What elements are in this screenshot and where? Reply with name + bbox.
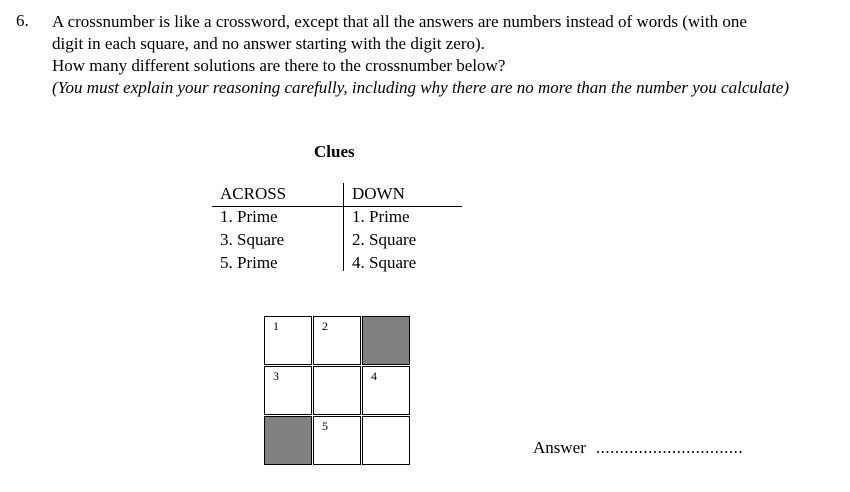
grid-cell-number: 1 — [273, 319, 279, 333]
across-clues — [220, 183, 286, 274]
grid-cell[interactable] — [264, 316, 312, 365]
grid-cell-number: 5 — [322, 419, 328, 433]
across-clue: 5. Prime — [220, 253, 278, 272]
question-line: A crossnumber is like a crossword, except that all the answers are numbers instead of words (with one — [52, 12, 747, 31]
grid-cell[interactable] — [313, 416, 361, 465]
down-clue: 1. Prime — [352, 207, 410, 226]
question-note: (You must explain your reasoning carefully, including why there are no more than the number you calculate) — [52, 78, 790, 97]
across-clue: 1. Prime — [220, 207, 278, 226]
grid-cell-number: 4 — [371, 369, 377, 383]
down-clue: 4. Square — [352, 253, 417, 272]
crossnumber-grid — [264, 316, 410, 465]
answer-blank[interactable]: ............................... — [595, 438, 744, 457]
across-clue: 3. Square — [220, 230, 285, 249]
clues-table — [212, 183, 462, 273]
question-line: digit in each square, and no answer starting with the digit zero). — [52, 34, 485, 53]
question-number: 6. — [16, 11, 29, 30]
grid-cell[interactable] — [313, 366, 361, 415]
grid-cell-shaded — [264, 416, 312, 465]
down-clue: 2. Square — [352, 230, 417, 249]
grid-cell[interactable] — [313, 316, 361, 365]
grid-cell[interactable] — [362, 366, 410, 415]
down-heading: DOWN — [352, 184, 405, 203]
across-heading: ACROSS — [220, 184, 287, 203]
clues-column-divider — [343, 183, 344, 271]
grid-cell[interactable] — [264, 366, 312, 415]
answer-label: Answer — [533, 438, 586, 457]
grid-cell[interactable] — [362, 416, 410, 465]
grid-cell-shaded — [362, 316, 410, 365]
question-text — [52, 11, 842, 99]
answer-line — [533, 438, 743, 458]
clues-title: Clues — [314, 142, 355, 161]
question-line: How many different solutions are there to the crossnumber below? — [52, 56, 506, 75]
grid-cell-number: 2 — [322, 319, 328, 333]
grid-cell-number: 3 — [273, 369, 279, 383]
down-clues — [352, 183, 416, 274]
